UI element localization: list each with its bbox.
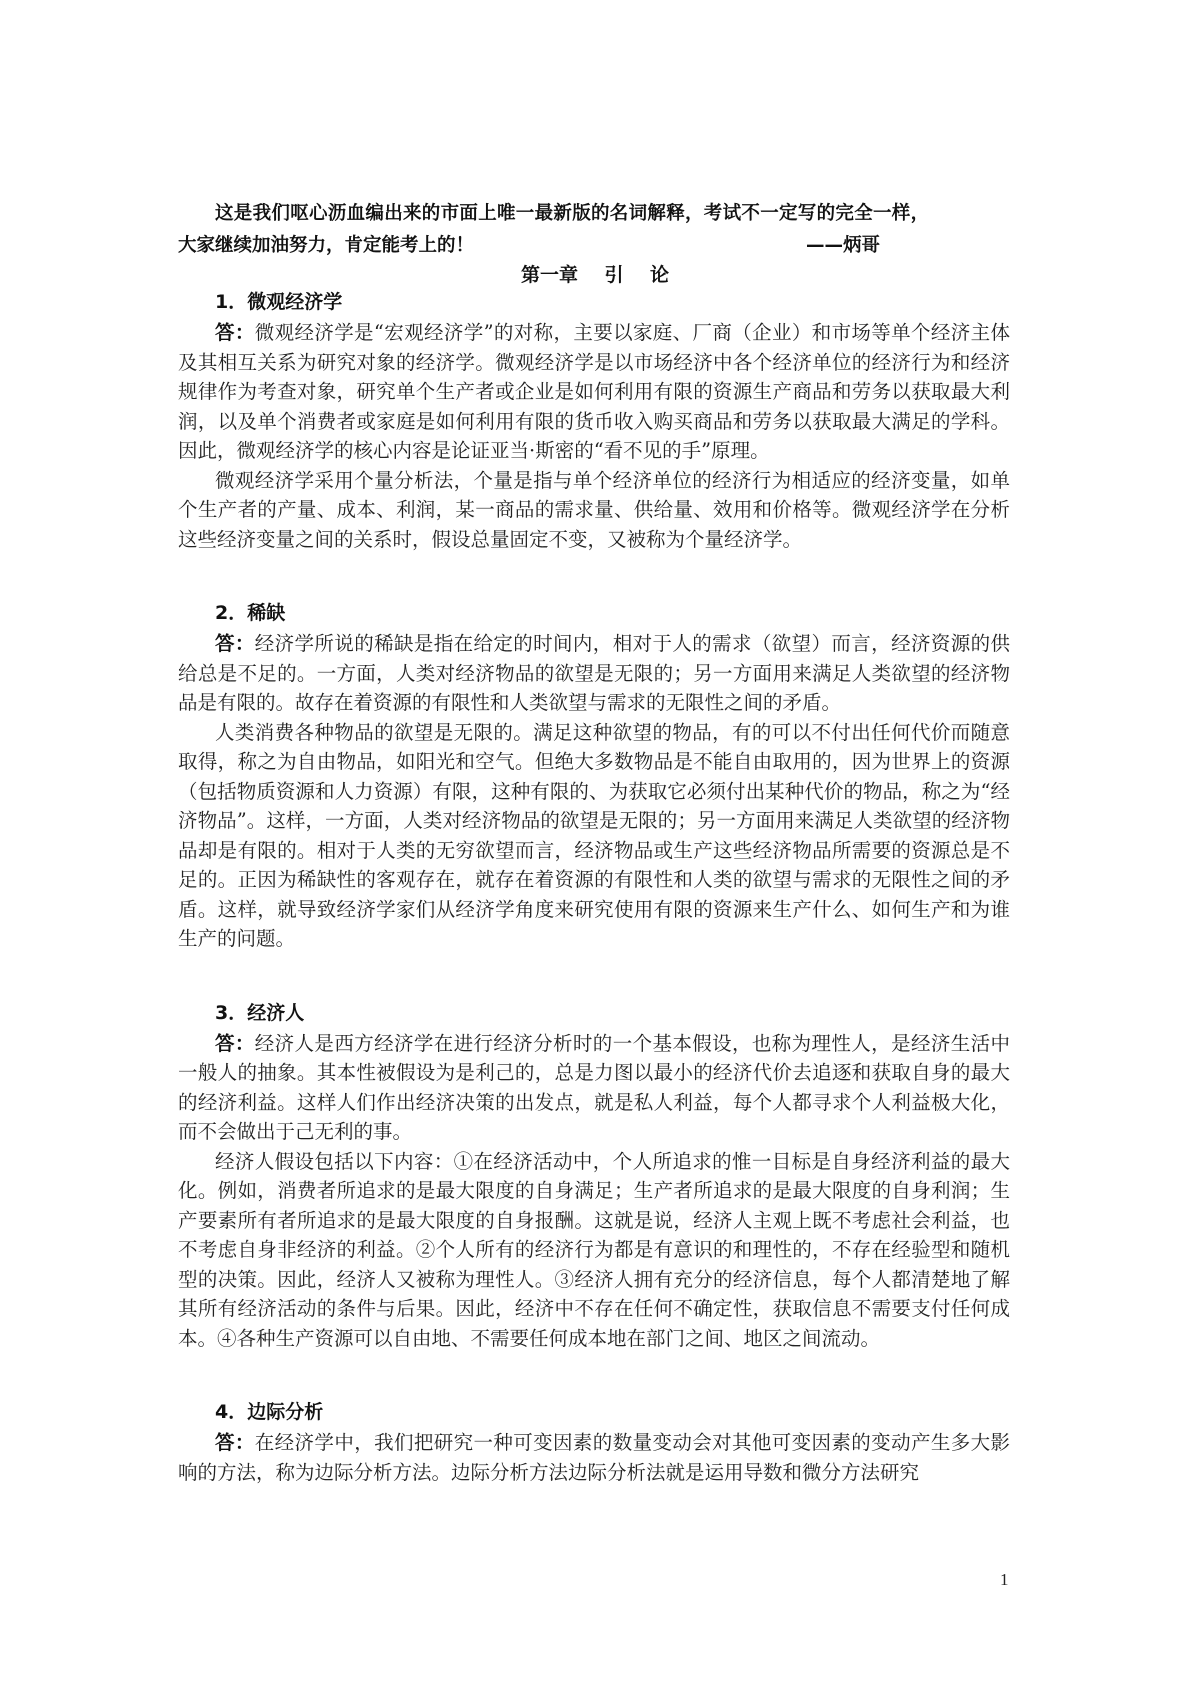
section-title: 2．稀缺: [215, 602, 286, 624]
paragraph-text: 经济人是西方经济学在进行经济分析时的一个基本假设，也称为理性人，是经济生活中一般人的抽象。其本性被假设为是利己的，总是力图以最小的经济代价去追逐和获取自身的最大的经济利益。这样人们作出经济决策的出发点，就是私人利益，每个人都寻求个人利益极大化，而不会做出于己无利的事。: [178, 1031, 1010, 1143]
intro-line-2: [178, 230, 1013, 262]
paragraph-text: 经济人假设包括以下内容：①在经济活动中，个人所追求的惟一目标是自身经济利益的最大化。例如，消费者所追求的是最大限度的自身满足；生产者所追求的是最大限度的自身利润；生产要素所有者所追求的是最大限度的自身报酬。这就是说，经济人主观上既不考虑社会利益，也不考虑自身非经济的利益。②个人所有的经济行为都是有意识的和理性的，不存在经验型和随机型的决策。因此，经济人又被称为理性人。③经济人拥有充分的经济信息，每个人都清楚地了解其所有经济活动的条件与后果。因此，经济中不存在任何不确定性，获取信息不需要支付任何成本。④各种生产资源可以自由地、不需要任何成本地在部门之间、地区之间流动。: [178, 1149, 1010, 1350]
section-title: 1．微观经济学: [215, 291, 343, 313]
intro-line-1: 这是我们呕心沥血编出来的市面上唯一最新版的名词解释，考试不一定写的完全一样，: [215, 203, 930, 224]
intro-signature: ——炳哥: [806, 235, 881, 256]
section-microeconomics: [178, 288, 1010, 554]
answer-paragraph: [178, 1029, 1010, 1147]
body-paragraph: [178, 466, 1010, 555]
answer-label: 答：: [215, 321, 255, 344]
answer-paragraph: [178, 318, 1010, 466]
section-gap: [178, 954, 1010, 999]
answer-paragraph: [178, 1428, 1010, 1487]
section-gap: [178, 554, 1010, 599]
paragraph-text: 在经济学中，我们把研究一种可变因素的数量变动会对其他可变因素的变动产生多大影响的方法，称为边际分析方法。边际分析方法边际分析法就是运用导数和微分方法研究: [178, 1431, 1010, 1484]
body-paragraph: [178, 1147, 1010, 1354]
paragraph-text: 经济学所说的稀缺是指在给定的时间内，相对于人的需求（欲望）而言，经济资源的供给总是不足的。一方面，人类对经济物品的欲望是无限的；另一方面用来满足人类欲望的经济物品是有限的。故存在着资源的有限性和人类欲望与需求的无限性之间的矛盾。: [178, 632, 1010, 714]
section-title: 3．经济人: [215, 1001, 305, 1024]
paragraph-text: 微观经济学是“宏观经济学”的对称，主要以家庭、厂商（企业）和市场等单个经济主体及其相互关系为研究对象的经济学。微观经济学是以市场经济中各个经济单位的经济行为和经济规律作为考查对象，研究单个生产者或企业是如何利用有限的资源生产商品和劳务以获取最大利润，以及单个消费者或家庭是如何利用有限的货币收入购买商品和劳务以获取最大满足的学科。因此，微观经济学的核心内容是论证亚当·斯密的“看不见的手”原理。: [178, 321, 1010, 462]
section-scarcity: [178, 599, 1010, 954]
intro-note: [178, 198, 1013, 262]
answer-label: 答：: [215, 632, 255, 655]
body-paragraph: [178, 718, 1010, 954]
section-title: 4．边际分析: [215, 1401, 324, 1423]
section-economic-man: [178, 999, 1010, 1354]
answer-label: 答：: [215, 1031, 255, 1055]
chapter-title: [0, 260, 1190, 290]
paragraph-text: 微观经济学采用个量分析法，个量是指与单个经济单位的经济行为相适应的经济变量，如单个生产者的产量、成本、利润，某一商品的需求量、供给量、效用和价格等。微观经济学在分析这些经济变量之间的关系时，假设总量固定不变，又被称为个量经济学。: [178, 468, 1010, 551]
section-marginal-analysis: [178, 1398, 1010, 1487]
intro-line-2-text: 大家继续加油努力，肯定能考上的！: [178, 235, 475, 256]
document-body: [178, 288, 1010, 1487]
page-number: 1: [1000, 1570, 1009, 1589]
answer-paragraph: [178, 629, 1010, 718]
chapter-title-word-1: 引: [604, 264, 624, 286]
section-gap: [178, 1353, 1010, 1398]
paragraph-text: 人类消费各种物品的欲望是无限的。满足这种欲望的物品，有的可以不付出任何代价而随意取得，称之为自由物品，如阳光和空气。但绝大多数物品是不能自由取用的，因为世界上的资源（包括物质资源和人力资源）有限，这种有限的、为获取它必须付出某种代价的物品，称之为“经济物品”。这样，一方面，人类对经济物品的欲望是无限的；另一方面用来满足人类欲望的经济物品却是有限的。相对于人类的无穷欲望而言，经济物品或生产这些经济物品所需要的资源总是不足的。正因为稀缺性的客观存在，就存在着资源的有限性和人类的欲望与需求的无限性之间的矛盾。这样，就导致经济学家们从经济学角度来研究使用有限的资源来生产什么、如何生产和为谁生产的问题。: [178, 720, 1010, 950]
answer-label: 答：: [215, 1431, 255, 1454]
chapter-title-number: 第一章: [521, 264, 579, 286]
chapter-title-word-2: 论: [649, 264, 669, 286]
